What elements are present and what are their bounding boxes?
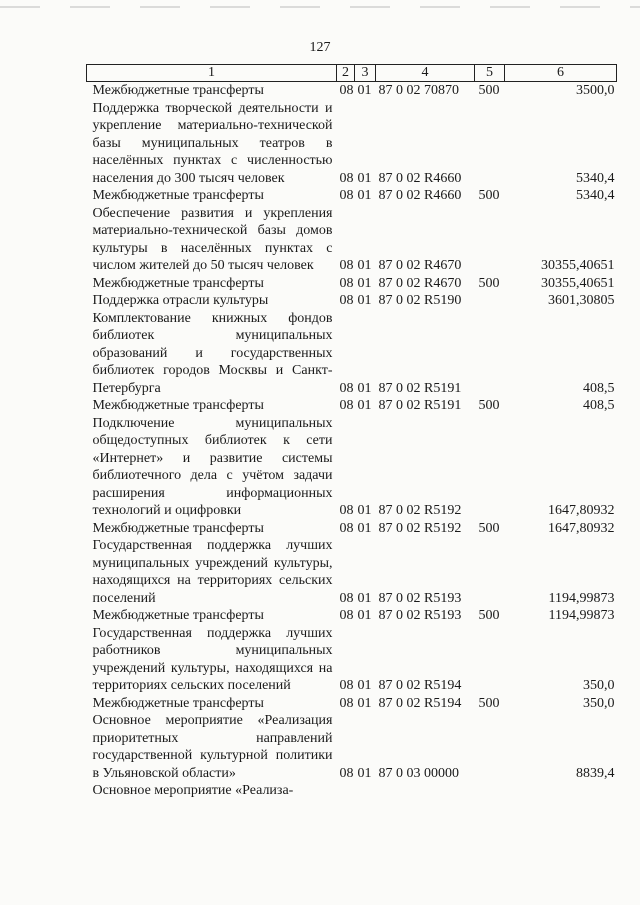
- row-subsection: 01: [357, 765, 372, 781]
- row-expense-type: 500: [478, 188, 500, 203]
- table-row: [87, 100, 617, 188]
- row-subsection: 01: [357, 503, 372, 518]
- row-amount: 350,0: [583, 695, 615, 711]
- row-subsection: 01: [357, 398, 372, 413]
- row-amount: 1647,80932: [548, 503, 615, 518]
- row-amount: 3500,0: [576, 83, 615, 98]
- table-row: [87, 292, 617, 310]
- row-name: Межбюджетные трансферты: [92, 695, 264, 711]
- row-target-code: 87 0 02 R5190: [378, 293, 462, 308]
- table-row: [87, 415, 617, 520]
- header-col-5: 5: [475, 65, 505, 82]
- row-section: 08: [339, 275, 354, 291]
- row-expense-type: [475, 292, 505, 310]
- row-section: 08: [339, 170, 354, 186]
- row-amount: 1194,99873: [548, 608, 615, 623]
- row-name: Обеспечение развития и укрепления материально-технической базы домов культуры в населённых пунктах с числом жителей до 50 тысяч человек: [92, 205, 333, 273]
- row-name: Подключение муниципальных общедоступных библиотек к сети «Интернет» и развитие системы библиотечного дела с учётом задачи расширения информационных технологий и оцифровки: [92, 415, 333, 518]
- row-expense-type: 500: [478, 520, 500, 536]
- row-section: 08: [339, 293, 354, 308]
- row-subsection: 01: [357, 188, 372, 203]
- row-name: Межбюджетные трансферты: [92, 608, 264, 623]
- row-subsection: [355, 782, 376, 800]
- row-target-code: 87 0 02 R4660: [378, 170, 462, 186]
- header-col-1: 1: [87, 65, 337, 82]
- row-expense-type: [475, 205, 505, 275]
- row-section: 08: [339, 520, 354, 536]
- table-row: [87, 537, 617, 607]
- row-target-code: 87 0 02 R5192: [378, 520, 462, 536]
- row-subsection: 01: [357, 83, 372, 98]
- header-row: [87, 65, 617, 82]
- row-expense-type: 500: [478, 608, 500, 623]
- table-row: [87, 782, 617, 800]
- scan-edge: [0, 6, 640, 8]
- table-row: [87, 82, 617, 100]
- row-section: 08: [339, 695, 354, 711]
- row-target-code: 87 0 03 00000: [378, 765, 459, 781]
- page-number: 127: [309, 40, 331, 55]
- row-section: 08: [339, 765, 354, 781]
- row-expense-type: [475, 537, 505, 607]
- row-amount: 408,5: [583, 380, 615, 396]
- budget-table: [86, 64, 617, 800]
- row-name: Межбюджетные трансферты: [92, 188, 264, 203]
- row-name: Государственная поддержка лучших работников муниципальных учреждений культуры, находящихся на территориях сельских поселений: [92, 625, 333, 693]
- row-target-code: 87 0 02 R4670: [378, 258, 462, 273]
- table-row: [87, 187, 617, 205]
- row-target-code: 87 0 02 R5194: [378, 678, 462, 693]
- row-name: Межбюджетные трансферты: [92, 275, 264, 291]
- row-amount: 408,5: [583, 398, 615, 413]
- row-expense-type: [475, 782, 505, 800]
- row-name: Государственная поддержка лучших муниципальных учреждений культуры, находящихся на территориях сельских поселений: [92, 538, 333, 606]
- row-expense-type: [475, 310, 505, 398]
- table-row: [87, 205, 617, 275]
- row-section: 08: [339, 83, 354, 98]
- row-target-code: 87 0 02 70870: [378, 83, 459, 98]
- row-target-code: 87 0 02 R5191: [378, 380, 462, 396]
- table-row: [87, 712, 617, 782]
- row-expense-type: [475, 712, 505, 782]
- row-subsection: 01: [357, 678, 372, 693]
- row-amount: 5340,4: [576, 170, 615, 186]
- row-section: 08: [339, 258, 354, 273]
- row-name: Основное мероприятие «Реализа-: [92, 783, 294, 798]
- row-expense-type: [475, 625, 505, 695]
- row-subsection: 01: [357, 520, 372, 536]
- row-name: Основное мероприятие «Реализация приоритетных направлений государственной культурной политики в Ульяновской области»: [92, 713, 333, 781]
- row-section: 08: [339, 678, 354, 693]
- table-row: [87, 520, 617, 538]
- row-subsection: 01: [357, 258, 372, 273]
- row-section: [337, 782, 355, 800]
- row-expense-type: 500: [478, 695, 500, 711]
- row-subsection: 01: [357, 590, 372, 606]
- row-section: 08: [339, 503, 354, 518]
- row-target-code: 87 0 02 R5191: [378, 398, 462, 413]
- row-amount: 350,0: [583, 678, 615, 693]
- header-col-3: 3: [355, 65, 376, 82]
- table-row: [87, 695, 617, 713]
- row-subsection: 01: [357, 170, 372, 186]
- row-amount: 30355,40651: [541, 275, 615, 291]
- row-amount: 5340,4: [576, 188, 615, 203]
- row-target-code: [376, 782, 475, 800]
- row-expense-type: 500: [478, 398, 500, 413]
- row-name: Межбюджетные трансферты: [92, 398, 264, 413]
- row-target-code: 87 0 02 R5192: [378, 503, 462, 518]
- header-col-4: 4: [376, 65, 475, 82]
- row-amount: [505, 782, 617, 800]
- header-col-6: 6: [505, 65, 617, 82]
- row-section: 08: [339, 188, 354, 203]
- row-expense-type: [475, 415, 505, 520]
- row-subsection: 01: [357, 695, 372, 711]
- row-section: 08: [339, 380, 354, 396]
- table-row: [87, 275, 617, 293]
- row-target-code: 87 0 02 R4670: [378, 275, 462, 291]
- row-subsection: 01: [357, 380, 372, 396]
- row-expense-type: 500: [478, 83, 500, 98]
- table-row: [87, 397, 617, 415]
- row-section: 08: [339, 608, 354, 623]
- row-section: 08: [339, 590, 354, 606]
- header-col-2: 2: [337, 65, 355, 82]
- table-row: [87, 310, 617, 398]
- row-target-code: 87 0 02 R5193: [378, 590, 462, 606]
- row-name: Межбюджетные трансферты: [92, 83, 264, 98]
- row-amount: 1647,80932: [548, 520, 615, 536]
- row-target-code: 87 0 02 R4660: [378, 188, 462, 203]
- row-name: Поддержка творческой деятельности и укрепление материально-технической базы муниципальных театров в населённых пунктах с численностью населения до 300 тысяч человек: [92, 100, 333, 186]
- row-name: Комплектование книжных фондов библиотек муниципальных образований и государственных библиотек городов Москвы и Санкт-Петербурга: [92, 310, 333, 396]
- row-subsection: 01: [357, 293, 372, 308]
- row-subsection: 01: [357, 608, 372, 623]
- table-row: [87, 625, 617, 695]
- row-target-code: 87 0 02 R5194: [378, 695, 462, 711]
- row-expense-type: 500: [478, 275, 500, 291]
- row-name: Межбюджетные трансферты: [92, 520, 264, 536]
- row-section: 08: [339, 398, 354, 413]
- row-subsection: 01: [357, 275, 372, 291]
- table-row: [87, 607, 617, 625]
- row-target-code: 87 0 02 R5193: [378, 608, 462, 623]
- row-amount: 30355,40651: [541, 258, 615, 273]
- row-amount: 1194,99873: [548, 590, 615, 606]
- row-name: Поддержка отрасли культуры: [92, 293, 269, 308]
- row-amount: 8839,4: [576, 765, 615, 781]
- row-expense-type: [475, 100, 505, 188]
- row-amount: 3601,30805: [548, 293, 615, 308]
